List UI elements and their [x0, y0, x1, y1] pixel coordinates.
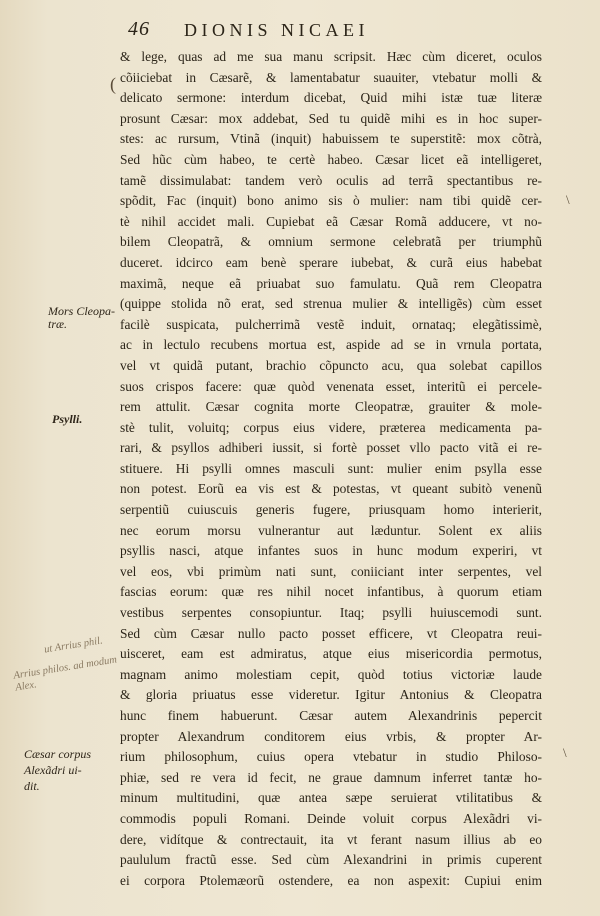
text-line: minum multitudini, quæ antea sæpe seruierat vtilitatibus & — [120, 790, 542, 806]
text-line: hunc finem habuerunt. Cæsar autem Alexandrinis pepercit — [120, 708, 542, 723]
text-line: suos crispos facere: quæ quòd venenata esset, interitũ ei percele- — [120, 378, 542, 394]
margin-note-caesar-corpus: Cæsar corpus Alexãdri ui- dit. — [24, 747, 92, 793]
text-line: vestibus serpentes consopiuntur. Itaq; psylli huiuscemodi sunt. — [120, 605, 542, 621]
text-line: maximã, neque eã priuabat suo famulatu. Quã rem Cleopatra — [120, 275, 542, 291]
text-line: Sed cùm Cæsar nullo pacto posset efficere, vt Cleopatra reui- — [120, 625, 542, 641]
body-text — [120, 47, 542, 891]
text-line: stes: ac rursum, Vtinã (inquit) habuissem te superstitẽ: mox cõtrà, — [120, 131, 542, 147]
marginal-bracket-mark: ( — [110, 74, 116, 94]
text-line: propter Alexandrum conditorem eius vrbis, & propter Ar- — [120, 728, 542, 744]
text-line: duceret. idcirco eam benè sperare iubebat, & curã eius habebat — [120, 254, 542, 270]
text-line: tamẽ dissimulabat: tandem verò oculis ad terrã spectantibus re- — [120, 172, 542, 188]
handwritten-note: Arrius philos. ad modum Alex. — [12, 654, 118, 694]
text-line: facilè suspicata, pulcherrimã vestẽ induit, ornataq; elegãtissimè, — [120, 316, 542, 332]
text-line: magnam animo molestiam cepit, quòd totius victoriæ laude — [120, 666, 542, 682]
text-line: commodis populi Romani. Deinde voluit corpus Alexãdri vi- — [120, 810, 542, 826]
text-line: ac in lectulo recubens mortua est, aspide ad se in vrnula portata, — [120, 337, 542, 353]
page-number: 46 — [128, 18, 150, 40]
running-title: DIONIS NICAEI — [184, 20, 369, 40]
text-line: bilem Cleopatrã, & omnium sermone celebratã per triumphũ — [120, 234, 542, 250]
text-line: dere, vidítque & contrectauit, ita vt ferant nasum illius ab eo — [120, 831, 542, 847]
margin-note-mors-cleopatrae: Mors Cleopa- træ. — [48, 304, 115, 331]
marginal-tick-mark: \ — [566, 192, 570, 207]
text-line: serpentiũ cuiuscuis generis fugere, priusquam homo interierit, — [120, 502, 542, 518]
text-line: psyllis nasci, atque infantes suos in hunc modum experiri, vt — [120, 543, 542, 559]
text-line: ei corpora Ptolemæorũ ostendere, ea non aspexit: Cupiui enim — [120, 872, 542, 888]
text-line: stè tulit, voluitq; corpus eius videre, præterea medicamenta pa- — [120, 419, 542, 435]
text-line: delicato sermone: interdum dicebat, Quid mihi istæ tuæ literæ — [120, 90, 542, 106]
text-line: rari, & psyllos adhiberi iussit, si fortè posset vllo pacto vitã ei re- — [120, 440, 542, 456]
text-line: tè nihil accidet mali. Cupiebat eã Cæsar Romã adducere, vt no- — [120, 213, 542, 229]
text-line: rium philosophum, cuius opera vtebatur in studio Philoso- — [120, 749, 542, 765]
text-line: vel vt quidã putant, brachio cõpuncto acu, qua solebat capillos — [120, 357, 542, 373]
text-line: & gloria priuatus esse videretur. Igitur Antonius & Cleopatra — [120, 687, 542, 703]
text-line: paululum fractũ esse. Sed cùm Alexandrini in primis cuperent — [120, 852, 542, 868]
text-line: vel eos, vbi primùm nati sunt, coniiciant inter serpentes, vel — [120, 563, 542, 579]
text-line: fascias eorum: quæ res nihil nocet infantibus, à quorum etiam — [120, 584, 542, 600]
text-line: phiæ, sed re vera id fecit, ne graue damnum inferret tantæ ho- — [120, 769, 542, 785]
text-line: nec eorum morsu vulnerantur aut læduntur. Solent ex aliis — [120, 522, 542, 538]
text-line: & lege, quas ad me sua manu scripsit. Hæc cùm diceret, oculos — [120, 49, 542, 64]
text-line: (quippe stolida nõ erat, sed strenua mulier & intelligẽs) cùm esset — [120, 296, 542, 312]
left-margin — [0, 0, 120, 916]
text-line: spõdit, Fac (inquit) bono animo sis ò mulier: nam tibi quidẽ cer- — [120, 193, 542, 209]
marginal-tick-mark: \ — [563, 745, 567, 760]
text-line: non potest. Eorũ ea vis est & potestas, vt queant subitò venenũ — [120, 481, 542, 497]
text-line: stituere. Hi psylli omnes masculi sunt: mulier enim psylla esse — [120, 460, 542, 476]
handwritten-note: ut Arrius phil. — [43, 635, 104, 656]
text-line: prosunt Cæsar: mox addebat, Sed tu quidẽ mihi es in hoc super- — [120, 110, 542, 126]
text-line: Sed hũc cùm habeo, te certè habeo. Cæsar licet eã intelligeret, — [120, 151, 542, 167]
margin-note-psylli: Psylli. — [52, 412, 83, 426]
text-line: rem attulit. Cæsar cognita morte Cleopatræ, grauiter & mole- — [120, 399, 542, 415]
text-line: cõiiciebat in Cæsarẽ, & lamentabatur suauiter, vtebatur molli & — [120, 69, 542, 85]
text-line: uisceret, eam est admiratus, atque eius misericordia permotus, — [120, 646, 542, 662]
